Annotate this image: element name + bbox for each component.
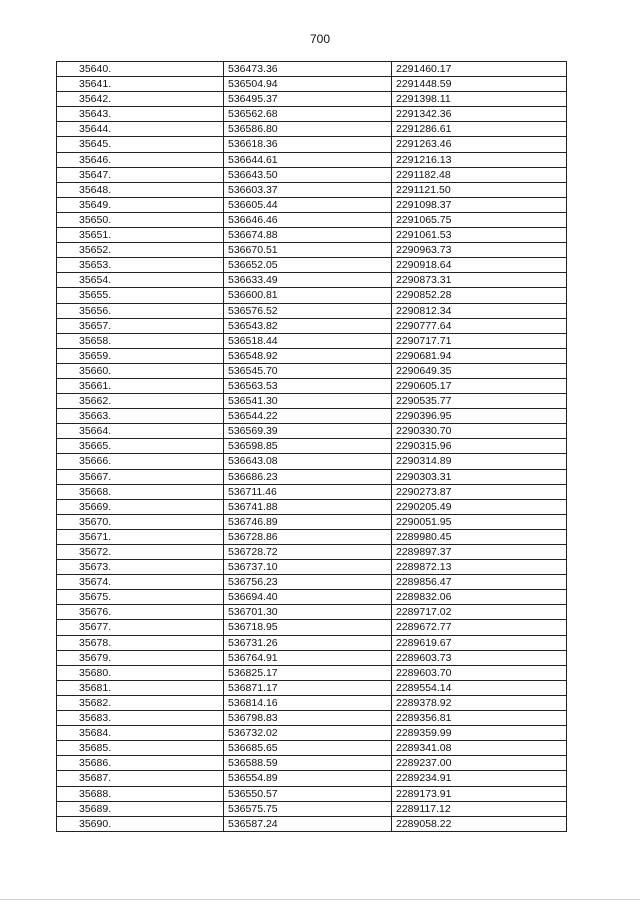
x-coordinate-cell: 536718.95 xyxy=(224,620,392,635)
point-number-cell: 35668. xyxy=(57,484,224,499)
table-row xyxy=(57,439,567,454)
y-coordinate-cell: 2290873.31 xyxy=(392,273,567,288)
x-coordinate-cell: 536473.36 xyxy=(224,62,392,77)
point-number-cell: 35642. xyxy=(57,92,224,107)
x-coordinate-cell: 536686.23 xyxy=(224,469,392,484)
y-coordinate-cell: 2290314.89 xyxy=(392,454,567,469)
x-coordinate-cell: 536643.08 xyxy=(224,454,392,469)
point-number-cell: 35643. xyxy=(57,107,224,122)
table-row xyxy=(57,711,567,726)
table-row xyxy=(57,394,567,409)
y-coordinate-cell: 2291342.36 xyxy=(392,107,567,122)
x-coordinate-cell: 536814.16 xyxy=(224,695,392,710)
table-row xyxy=(57,228,567,243)
point-number-cell: 35669. xyxy=(57,499,224,514)
y-coordinate-cell: 2290303.31 xyxy=(392,469,567,484)
point-number-cell: 35675. xyxy=(57,590,224,605)
point-number-cell: 35649. xyxy=(57,197,224,212)
table-row xyxy=(57,635,567,650)
table-row xyxy=(57,243,567,258)
coordinates-table xyxy=(56,61,567,832)
x-coordinate-cell: 536701.30 xyxy=(224,605,392,620)
table-row xyxy=(57,801,567,816)
point-number-cell: 35681. xyxy=(57,680,224,695)
y-coordinate-cell: 2291061.53 xyxy=(392,228,567,243)
y-coordinate-cell: 2289980.45 xyxy=(392,529,567,544)
x-coordinate-cell: 536504.94 xyxy=(224,77,392,92)
point-number-cell: 35651. xyxy=(57,228,224,243)
x-coordinate-cell: 536563.53 xyxy=(224,378,392,393)
point-number-cell: 35679. xyxy=(57,650,224,665)
point-number-cell: 35670. xyxy=(57,514,224,529)
x-coordinate-cell: 536756.23 xyxy=(224,575,392,590)
page-number: 700 xyxy=(309,32,331,46)
y-coordinate-cell: 2289554.14 xyxy=(392,680,567,695)
y-coordinate-cell: 2289237.00 xyxy=(392,756,567,771)
point-number-cell: 35673. xyxy=(57,560,224,575)
x-coordinate-cell: 536495.37 xyxy=(224,92,392,107)
table-row xyxy=(57,469,567,484)
table-row xyxy=(57,348,567,363)
y-coordinate-cell: 2290717.71 xyxy=(392,333,567,348)
x-coordinate-cell: 536550.57 xyxy=(224,786,392,801)
table-row xyxy=(57,590,567,605)
table-row xyxy=(57,514,567,529)
point-number-cell: 35644. xyxy=(57,122,224,137)
y-coordinate-cell: 2289378.92 xyxy=(392,695,567,710)
x-coordinate-cell: 536586.80 xyxy=(224,122,392,137)
x-coordinate-cell: 536646.46 xyxy=(224,212,392,227)
x-coordinate-cell: 536576.52 xyxy=(224,303,392,318)
x-coordinate-cell: 536685.65 xyxy=(224,741,392,756)
x-coordinate-cell: 536652.05 xyxy=(224,258,392,273)
table-row xyxy=(57,454,567,469)
table-row xyxy=(57,560,567,575)
point-number-cell: 35650. xyxy=(57,212,224,227)
y-coordinate-cell: 2290649.35 xyxy=(392,363,567,378)
x-coordinate-cell: 536670.51 xyxy=(224,243,392,258)
table-row xyxy=(57,680,567,695)
y-coordinate-cell: 2289872.13 xyxy=(392,560,567,575)
table-row xyxy=(57,152,567,167)
y-coordinate-cell: 2291460.17 xyxy=(392,62,567,77)
x-coordinate-cell: 536711.46 xyxy=(224,484,392,499)
y-coordinate-cell: 2290330.70 xyxy=(392,424,567,439)
table-row xyxy=(57,545,567,560)
point-number-cell: 35645. xyxy=(57,137,224,152)
x-coordinate-cell: 536554.89 xyxy=(224,771,392,786)
table-row xyxy=(57,786,567,801)
x-coordinate-cell: 536674.88 xyxy=(224,228,392,243)
point-number-cell: 35666. xyxy=(57,454,224,469)
y-coordinate-cell: 2291182.48 xyxy=(392,167,567,182)
table-row xyxy=(57,273,567,288)
y-coordinate-cell: 2290852.28 xyxy=(392,288,567,303)
y-coordinate-cell: 2289173.91 xyxy=(392,786,567,801)
y-coordinate-cell: 2290681.94 xyxy=(392,348,567,363)
y-coordinate-cell: 2290051.95 xyxy=(392,514,567,529)
y-coordinate-cell: 2291065.75 xyxy=(392,212,567,227)
x-coordinate-cell: 536575.75 xyxy=(224,801,392,816)
x-coordinate-cell: 536764.91 xyxy=(224,650,392,665)
table-row xyxy=(57,424,567,439)
x-coordinate-cell: 536741.88 xyxy=(224,499,392,514)
table-row xyxy=(57,575,567,590)
x-coordinate-cell: 536618.36 xyxy=(224,137,392,152)
x-coordinate-cell: 536548.92 xyxy=(224,348,392,363)
table-row xyxy=(57,605,567,620)
x-coordinate-cell: 536569.39 xyxy=(224,424,392,439)
x-coordinate-cell: 536543.82 xyxy=(224,318,392,333)
y-coordinate-cell: 2291448.59 xyxy=(392,77,567,92)
y-coordinate-cell: 2290918.64 xyxy=(392,258,567,273)
table-row xyxy=(57,695,567,710)
y-coordinate-cell: 2289832.06 xyxy=(392,590,567,605)
x-coordinate-cell: 536598.85 xyxy=(224,439,392,454)
y-coordinate-cell: 2289603.70 xyxy=(392,665,567,680)
table-row xyxy=(57,333,567,348)
y-coordinate-cell: 2291263.46 xyxy=(392,137,567,152)
point-number-cell: 35654. xyxy=(57,273,224,288)
y-coordinate-cell: 2290205.49 xyxy=(392,499,567,514)
table-row xyxy=(57,303,567,318)
point-number-cell: 35671. xyxy=(57,529,224,544)
table-row xyxy=(57,620,567,635)
y-coordinate-cell: 2289603.73 xyxy=(392,650,567,665)
point-number-cell: 35657. xyxy=(57,318,224,333)
x-coordinate-cell: 536798.83 xyxy=(224,711,392,726)
table-row xyxy=(57,756,567,771)
point-number-cell: 35658. xyxy=(57,333,224,348)
x-coordinate-cell: 536732.02 xyxy=(224,726,392,741)
x-coordinate-cell: 536518.44 xyxy=(224,333,392,348)
point-number-cell: 35659. xyxy=(57,348,224,363)
x-coordinate-cell: 536633.49 xyxy=(224,273,392,288)
point-number-cell: 35683. xyxy=(57,711,224,726)
point-number-cell: 35648. xyxy=(57,182,224,197)
x-coordinate-cell: 536731.26 xyxy=(224,635,392,650)
x-coordinate-cell: 536600.81 xyxy=(224,288,392,303)
x-coordinate-cell: 536544.22 xyxy=(224,409,392,424)
y-coordinate-cell: 2291098.37 xyxy=(392,197,567,212)
table-row xyxy=(57,92,567,107)
x-coordinate-cell: 536746.89 xyxy=(224,514,392,529)
table-row xyxy=(57,167,567,182)
point-number-cell: 35656. xyxy=(57,303,224,318)
table-row xyxy=(57,107,567,122)
x-coordinate-cell: 536541.30 xyxy=(224,394,392,409)
table-row xyxy=(57,378,567,393)
table-row xyxy=(57,484,567,499)
y-coordinate-cell: 2289356.81 xyxy=(392,711,567,726)
x-coordinate-cell: 536603.37 xyxy=(224,182,392,197)
point-number-cell: 35662. xyxy=(57,394,224,409)
y-coordinate-cell: 2289117.12 xyxy=(392,801,567,816)
table-row xyxy=(57,529,567,544)
x-coordinate-cell: 536643.50 xyxy=(224,167,392,182)
point-number-cell: 35665. xyxy=(57,439,224,454)
table-row xyxy=(57,771,567,786)
point-number-cell: 35652. xyxy=(57,243,224,258)
y-coordinate-cell: 2290535.77 xyxy=(392,394,567,409)
point-number-cell: 35653. xyxy=(57,258,224,273)
y-coordinate-cell: 2289717.02 xyxy=(392,605,567,620)
x-coordinate-cell: 536728.86 xyxy=(224,529,392,544)
y-coordinate-cell: 2290605.17 xyxy=(392,378,567,393)
x-coordinate-cell: 536605.44 xyxy=(224,197,392,212)
x-coordinate-cell: 536644.61 xyxy=(224,152,392,167)
point-number-cell: 35678. xyxy=(57,635,224,650)
table-row xyxy=(57,650,567,665)
table-row xyxy=(57,288,567,303)
point-number-cell: 35680. xyxy=(57,665,224,680)
table-row xyxy=(57,197,567,212)
point-number-cell: 35688. xyxy=(57,786,224,801)
point-number-cell: 35674. xyxy=(57,575,224,590)
y-coordinate-cell: 2289359.99 xyxy=(392,726,567,741)
table-row xyxy=(57,122,567,137)
point-number-cell: 35663. xyxy=(57,409,224,424)
point-number-cell: 35667. xyxy=(57,469,224,484)
y-coordinate-cell: 2289058.22 xyxy=(392,816,567,831)
point-number-cell: 35661. xyxy=(57,378,224,393)
y-coordinate-cell: 2291121.50 xyxy=(392,182,567,197)
table-row xyxy=(57,258,567,273)
x-coordinate-cell: 536737.10 xyxy=(224,560,392,575)
table-row xyxy=(57,62,567,77)
y-coordinate-cell: 2289619.67 xyxy=(392,635,567,650)
table-row xyxy=(57,409,567,424)
y-coordinate-cell: 2290812.34 xyxy=(392,303,567,318)
x-coordinate-cell: 536871.17 xyxy=(224,680,392,695)
y-coordinate-cell: 2291398.11 xyxy=(392,92,567,107)
y-coordinate-cell: 2290273.87 xyxy=(392,484,567,499)
y-coordinate-cell: 2289672.77 xyxy=(392,620,567,635)
point-number-cell: 35689. xyxy=(57,801,224,816)
point-number-cell: 35640. xyxy=(57,62,224,77)
page-bottom-divider xyxy=(0,899,640,900)
coordinates-table-body xyxy=(57,62,567,832)
y-coordinate-cell: 2289897.37 xyxy=(392,545,567,560)
table-row xyxy=(57,212,567,227)
table-row xyxy=(57,741,567,756)
y-coordinate-cell: 2290963.73 xyxy=(392,243,567,258)
table-row xyxy=(57,816,567,831)
point-number-cell: 35682. xyxy=(57,695,224,710)
point-number-cell: 35677. xyxy=(57,620,224,635)
point-number-cell: 35676. xyxy=(57,605,224,620)
point-number-cell: 35664. xyxy=(57,424,224,439)
point-number-cell: 35686. xyxy=(57,756,224,771)
x-coordinate-cell: 536728.72 xyxy=(224,545,392,560)
point-number-cell: 35646. xyxy=(57,152,224,167)
x-coordinate-cell: 536694.40 xyxy=(224,590,392,605)
y-coordinate-cell: 2291216.13 xyxy=(392,152,567,167)
table-row xyxy=(57,499,567,514)
x-coordinate-cell: 536587.24 xyxy=(224,816,392,831)
x-coordinate-cell: 536562.68 xyxy=(224,107,392,122)
point-number-cell: 35685. xyxy=(57,741,224,756)
point-number-cell: 35641. xyxy=(57,77,224,92)
y-coordinate-cell: 2290315.96 xyxy=(392,439,567,454)
y-coordinate-cell: 2289856.47 xyxy=(392,575,567,590)
point-number-cell: 35672. xyxy=(57,545,224,560)
point-number-cell: 35690. xyxy=(57,816,224,831)
y-coordinate-cell: 2289234.91 xyxy=(392,771,567,786)
x-coordinate-cell: 536825.17 xyxy=(224,665,392,680)
x-coordinate-cell: 536545.70 xyxy=(224,363,392,378)
point-number-cell: 35655. xyxy=(57,288,224,303)
point-number-cell: 35684. xyxy=(57,726,224,741)
y-coordinate-cell: 2290777.64 xyxy=(392,318,567,333)
y-coordinate-cell: 2289341.08 xyxy=(392,741,567,756)
table-row xyxy=(57,726,567,741)
y-coordinate-cell: 2291286.61 xyxy=(392,122,567,137)
table-row xyxy=(57,77,567,92)
table-row xyxy=(57,363,567,378)
table-row xyxy=(57,665,567,680)
x-coordinate-cell: 536588.59 xyxy=(224,756,392,771)
y-coordinate-cell: 2290396.95 xyxy=(392,409,567,424)
point-number-cell: 35647. xyxy=(57,167,224,182)
table-row xyxy=(57,182,567,197)
table-row xyxy=(57,137,567,152)
table-row xyxy=(57,318,567,333)
point-number-cell: 35660. xyxy=(57,363,224,378)
point-number-cell: 35687. xyxy=(57,771,224,786)
